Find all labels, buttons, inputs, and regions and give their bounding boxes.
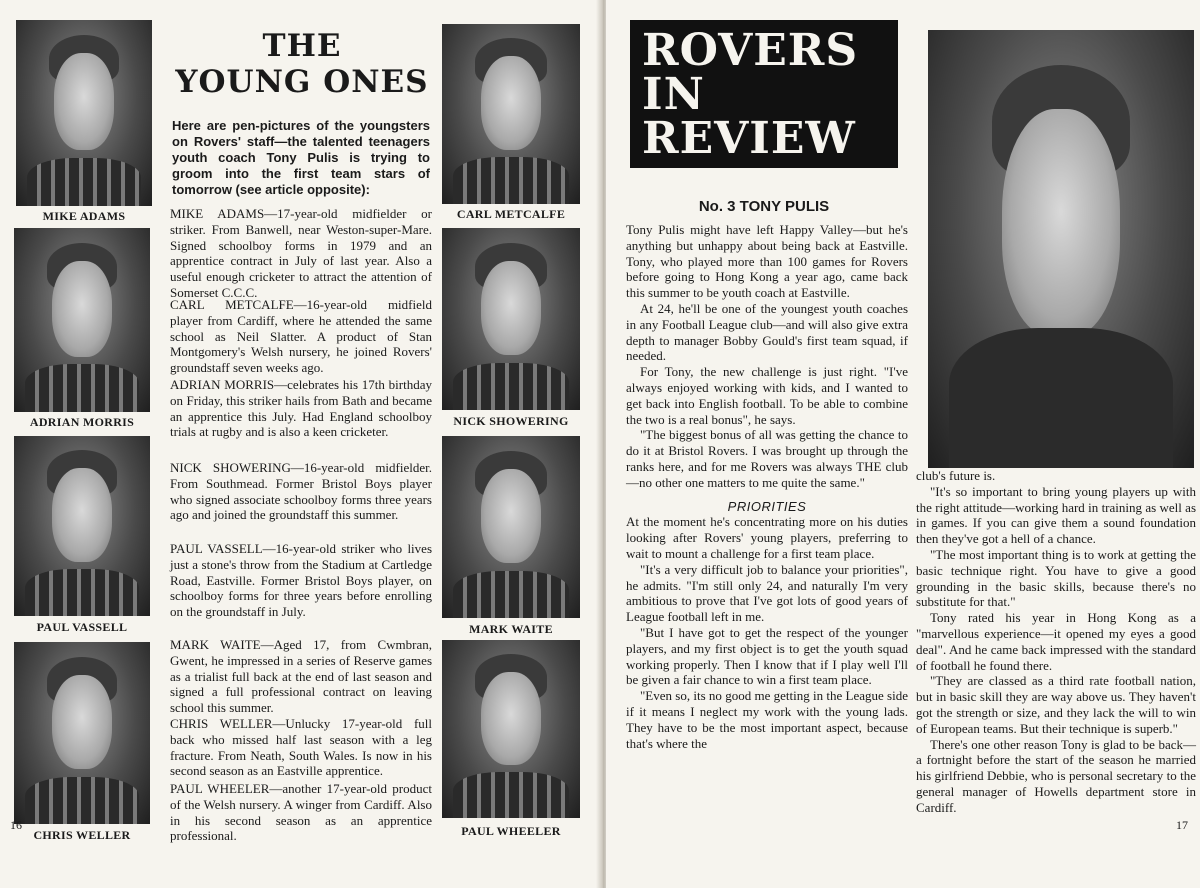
- bio-mike-adams: MIKE ADAMS—17-year-old midfielder or striker. From Banwell, near Weston-super-Mare. Signed schoolboy forms in 1979 and an apprentice contract in July of last year. Also a useful enough cricketer to attract the attention of Somerset C.C.C.: [170, 206, 432, 300]
- bio-nick-showering: NICK SHOWERING—16-year-old midfielder. From Southmead. Former Bristol Boys player who signed associate schoolboy forms three years ago and joined the groundstaff this summer.: [170, 460, 432, 523]
- caption-chris-weller: CHRIS WELLER: [33, 828, 131, 842]
- photo-carl-metcalfe: [442, 24, 580, 204]
- paragraph: For Tony, the new challenge is just right. "I've always enjoyed working with kids, and I wanted to get back into English football. To be able to combine the two is a real bonus", he says.: [626, 364, 908, 427]
- subheading-priorities: PRIORITIES: [727, 498, 807, 514]
- caption-paul-wheeler: PAUL WHEELER: [461, 824, 561, 838]
- article-column-1: [626, 222, 908, 751]
- caption-nick-showering: NICK SHOWERING: [453, 414, 569, 428]
- caption-paul-vassell: PAUL VASSELL: [36, 620, 128, 634]
- photo-adrian-morris: [14, 228, 150, 412]
- title-line-1: THE: [262, 28, 342, 64]
- bio-chris-weller: CHRIS WELLER—Unlucky 17-year-old full back who missed half last season with a leg fracture. From Neath, South Wales. Is now in his second season as an Eastville apprentice.: [170, 716, 432, 779]
- paragraph: "It's so important to bring young players up with the right attitude—working hard in training as well as in games. If you can give them a sound foundation then they've got a hell of a chance.: [916, 483, 1196, 547]
- intro-text: Here are pen-pictures of the youngsters on Rovers' staff—the talented teenagers youth coach Tony Pulis is trying to groom into the first team stars of tomorrow (see article opposite):: [172, 118, 430, 197]
- article-title: No. 3 TONY PULIS: [698, 198, 830, 215]
- page-number-left: 16: [10, 818, 22, 832]
- paragraph: "Even so, its no good me getting in the League side if it means I neglect my work with the young lads. They have to be the most important aspect, because that's where the: [626, 688, 908, 751]
- paragraph: "The most important thing is to work at getting the basic technique right. You have to give a good grounding in the basic skills, because there's no substitute for that.": [916, 546, 1196, 610]
- photo-chris-weller: [14, 642, 150, 824]
- photo-nick-showering: [442, 228, 580, 410]
- caption-mike-adams: MIKE ADAMS: [42, 209, 126, 223]
- banner-line-2: IN: [642, 69, 705, 120]
- paragraph: "They are classed as a third rate football nation, but in basic skill they are way above us. They haven't got the strength or size, and they lack the will to win of European teams. But their technique is superb.": [916, 673, 1196, 736]
- bio-adrian-morris: ADRIAN MORRIS—celebrates his 17th birthday on Friday, this striker hails from Bath and became an apprentice this July. Had England schoolboy trials at rugby and is also a keen cricketer.: [170, 377, 432, 440]
- photo-paul-vassell: [14, 436, 150, 616]
- paragraph: At the moment he's concentrating more on his duties looking after Rovers' young players, preferring to wait to mount a challenge for a first team place.: [626, 514, 908, 561]
- banner-line-1: ROVERS: [642, 25, 859, 76]
- caption-adrian-morris: ADRIAN MORRIS: [29, 415, 135, 429]
- bio-paul-vassell: PAUL VASSELL—16-year-old striker who lives just a stone's throw from the Stadium at Cartledge Road, Eastville. Former Bristol Boys player, on schoolboy forms for three years before enrolling on the groundstaff in July.: [170, 541, 432, 620]
- paragraph: At 24, he'll be one of the youngest youth coaches in any Football League club—and will also give extra depth to manager Bobby Gould's first team squad, if needed.: [626, 300, 908, 364]
- paragraph: club's future is.: [916, 468, 996, 483]
- paragraph: "But I have got to get the respect of the younger players, and my first object is to get the youth squad working properly. Then I know that if I play well I'll be given a fair chance to win a first team place.: [626, 624, 908, 688]
- photo-paul-wheeler: [442, 640, 580, 818]
- caption-carl-metcalfe: CARL METCALFE: [456, 207, 566, 221]
- photo-mike-adams: [16, 20, 152, 206]
- rovers-in-review-banner: [630, 20, 898, 168]
- title-line-2: YOUNG ONES: [175, 64, 429, 100]
- page-title: [168, 28, 436, 100]
- paragraph: There's one other reason Tony is glad to be back—a fortnight before the start of the season he married his girlfriend Debbie, who is personal secretary to the general manager of Howells department store in Cardiff.: [916, 736, 1196, 815]
- page-number-right: 17: [1176, 818, 1188, 832]
- bio-paul-wheeler: PAUL WHEELER—another 17-year-old product of the Welsh nursery. A winger from Cardiff. Also in his second season as an apprentice professional.: [170, 781, 432, 844]
- article-column-2: [916, 468, 1196, 816]
- photo-mark-waite: [442, 436, 580, 618]
- photo-tony-pulis: [928, 30, 1194, 468]
- paragraph: Tony rated his year in Hong Kong as a "marvellous experience—it opened my eyes a good deal". And he came back impressed with the standard of football he found there.: [916, 610, 1196, 673]
- bio-carl-metcalfe: CARL METCALFE—16-year-old midfield player from Cardiff, where he attended the same school as Neil Slatter. A product of Stan Montgomery's Welsh nursery, he joined Rovers' groundstaff seven weeks ago.: [170, 297, 432, 376]
- caption-mark-waite: MARK WAITE: [469, 622, 553, 636]
- paragraph: "The biggest bonus of all was getting the chance to do it at Bristol Rovers. I was brought up through the ranks here, and for me Rovers was always THE club—no other one matters to me quite the same.": [626, 427, 908, 490]
- bio-mark-waite: MARK WAITE—Aged 17, from Cwmbran, Gwent, he impressed in a series of Reserve games as a trialist full back at the end of last season and signed a full professional contract on leaving school this summer.: [170, 637, 432, 716]
- banner-line-3: REVIEW: [642, 113, 856, 164]
- paragraph: Tony Pulis might have left Happy Valley—but he's anything but unhappy about being back at Eastville. Tony, who played more than 100 games for Rovers before going to Hong Kong a year ago, came back this summer to be youth coach at Eastville.: [626, 222, 908, 301]
- paragraph: "It's a very difficult job to balance your priorities", he admits. "I'm still only 24, and naturally I'm very ambitious to prove that I've got lots of good years of League football left in me.: [626, 561, 908, 625]
